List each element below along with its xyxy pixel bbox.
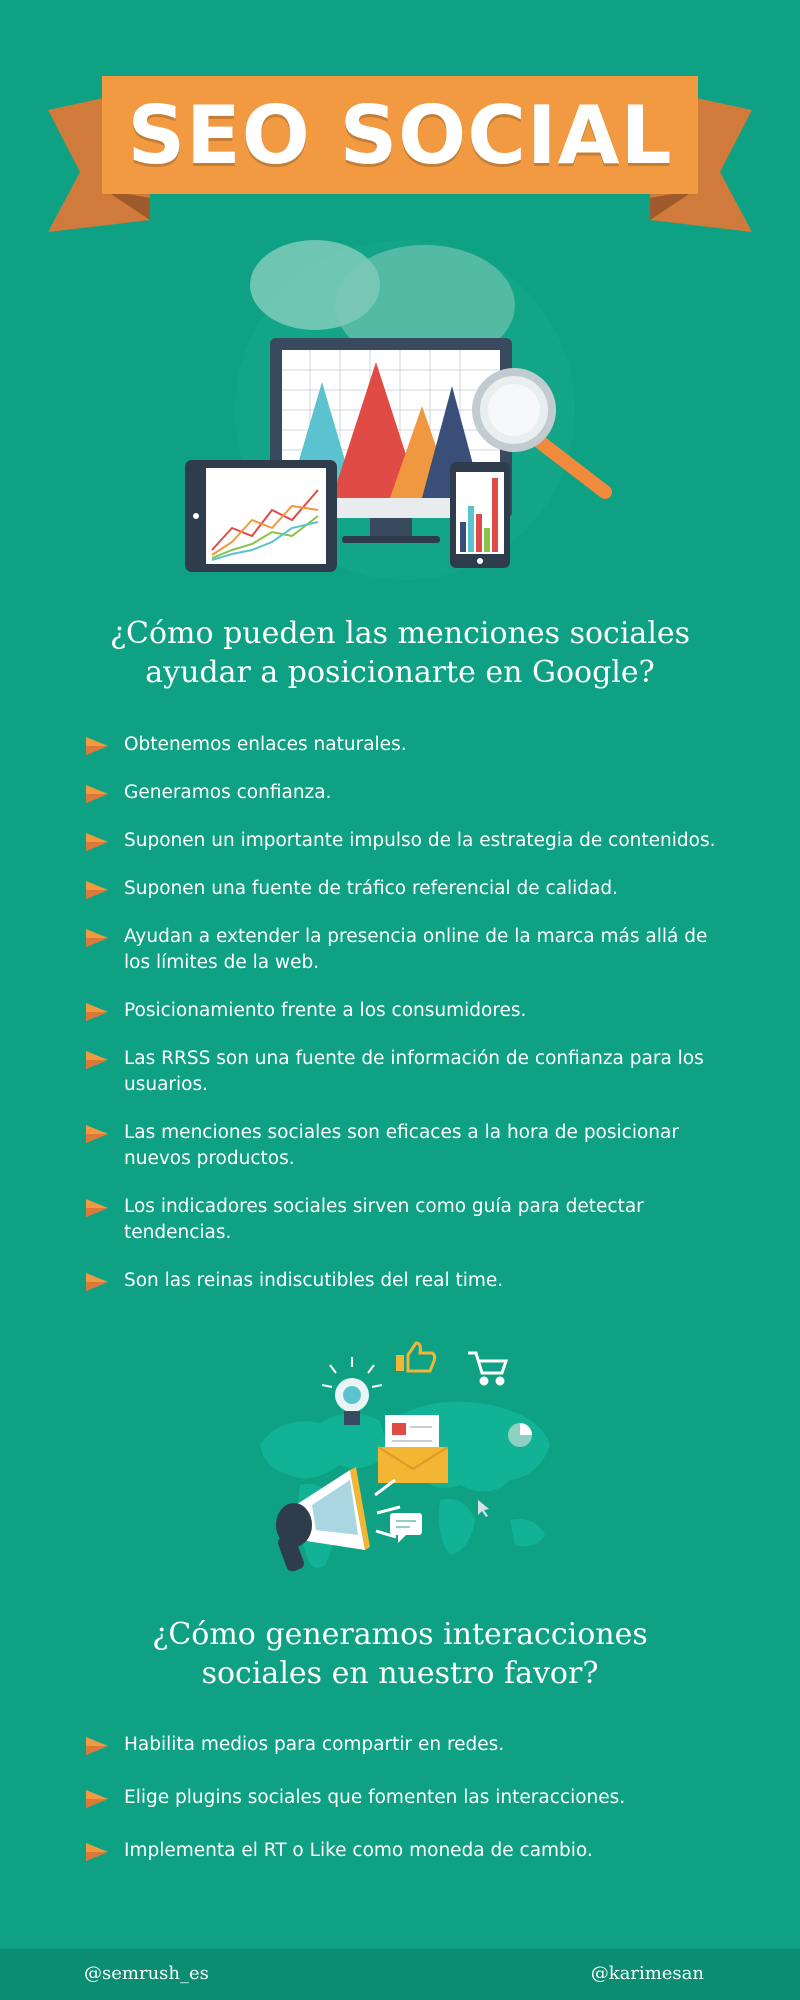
list-item: Posicionamiento frente a los consumidores. <box>86 998 726 1024</box>
analytics-illustration <box>170 210 640 590</box>
list-item: Suponen una fuente de tráfico referencial de calidad. <box>86 876 726 902</box>
title-banner <box>0 0 800 240</box>
arrow-bullet-icon <box>86 785 108 803</box>
arrow-bullet-icon <box>86 737 108 755</box>
email-icon <box>378 1415 448 1483</box>
arrow-bullet-icon <box>86 1125 108 1143</box>
chat-icon <box>390 1513 422 1543</box>
page-title: SEO SOCIAL <box>127 88 673 182</box>
section-2-heading: ¿Cómo generamos interacciones sociales en nuestro favor? <box>152 1617 648 1691</box>
arrow-bullet-icon <box>86 1003 108 1021</box>
section-1-heading: ¿Cómo pueden las menciones sociales ayudar a posicionarte en Google? <box>109 616 691 690</box>
tablet-line-chart-icon <box>185 460 337 572</box>
arrow-bullet-icon <box>86 833 108 851</box>
cart-icon <box>468 1353 506 1384</box>
list-item: Las menciones sociales son eficaces a la hora de posicionar nuevos productos. <box>86 1120 726 1172</box>
arrow-bullet-icon <box>86 929 108 947</box>
list-item: Las RRSS son una fuente de información de confianza para los usuarios. <box>86 1046 726 1098</box>
list-item: Suponen un importante impulso de la estrategia de contenidos. <box>86 828 726 854</box>
list-item: Elige plugins sociales que fomenten las interacciones. <box>86 1785 726 1811</box>
pie-icon <box>508 1423 532 1447</box>
arrow-bullet-icon <box>86 1273 108 1291</box>
arrow-bullet-icon <box>86 1199 108 1217</box>
arrow-bullet-icon <box>86 1737 108 1755</box>
arrow-bullet-icon <box>86 881 108 899</box>
list-item: Habilita medios para compartir en redes. <box>86 1732 726 1758</box>
arrow-bullet-icon <box>86 1843 108 1861</box>
footer-handle-left[interactable]: @semrush_es <box>84 1963 209 1984</box>
lightbulb-icon <box>322 1357 382 1425</box>
cursor-icon <box>478 1500 489 1517</box>
list-item: Obtenemos enlaces naturales. <box>86 732 726 758</box>
tips-list <box>86 1732 726 1891</box>
thumbs-up-icon <box>396 1343 435 1371</box>
list-item: Ayudan a extender la presencia online de la marca más allá de los límites de la web. <box>86 924 726 976</box>
list-item: Los indicadores sociales sirven como guía para detectar tendencias. <box>86 1194 726 1246</box>
list-item: Son las reinas indiscutibles del real time. <box>86 1268 726 1294</box>
arrow-bullet-icon <box>86 1051 108 1069</box>
footer <box>0 1949 800 2000</box>
arrow-bullet-icon <box>86 1790 108 1808</box>
phone-bar-chart-icon <box>450 462 510 568</box>
social-media-illustration <box>240 1335 570 1605</box>
list-item: Implementa el RT o Like como moneda de cambio. <box>86 1838 726 1864</box>
benefits-list <box>86 732 726 1316</box>
footer-handle-right[interactable]: @karimesan <box>590 1963 704 1984</box>
list-item: Generamos confianza. <box>86 780 726 806</box>
